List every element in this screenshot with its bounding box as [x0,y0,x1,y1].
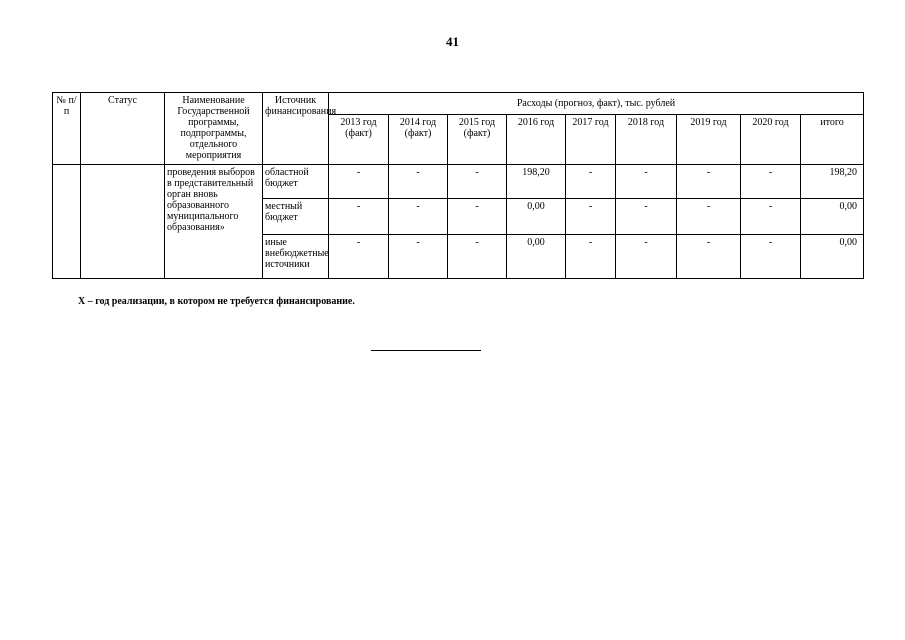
header-num: № п/п [53,93,81,165]
header-year: 2013 год (факт) [329,115,389,165]
header-total: итого [801,115,864,165]
header-year: 2020 год [741,115,801,165]
cell-value: - [677,165,741,199]
cell-value: - [616,165,677,199]
cell-value: - [448,199,507,235]
cell-value: - [677,199,741,235]
header-row [53,93,864,115]
cell-value: - [448,165,507,199]
header-source: Источник финансирования [263,93,329,165]
header-expenses: Расходы (прогноз, факт), тыс. рублей [329,93,864,115]
header-status: Статус [81,93,165,165]
page-number: 41 [446,34,459,49]
cell-name: проведения выборов в представительный орган вновь образованного муниципального образования» [165,165,263,279]
cell-value: - [566,165,616,199]
cell-value: - [741,165,801,199]
separator-line [371,350,481,351]
cell-value: - [389,165,448,199]
cell-source: иные внебюджетные источники [263,235,329,279]
cell-value: - [448,235,507,279]
header-year: 2019 год [677,115,741,165]
cell-value: - [329,199,389,235]
header-year: 2017 год [566,115,616,165]
cell-total: 0,00 [801,235,864,279]
cell-value: - [566,235,616,279]
header-name: Наименование Государственной программы, подпрограммы, отдельного мероприятия [165,93,263,165]
header-year: 2016 год [507,115,566,165]
footnote: Х – год реализации, в котором не требуется финансирование. [78,296,355,307]
header-year: 2018 год [616,115,677,165]
cell-value: - [616,199,677,235]
cell-total: 198,20 [801,165,864,199]
cell-value: - [389,199,448,235]
cell-total: 0,00 [801,199,864,235]
cell-value: - [329,165,389,199]
cell-value: - [741,199,801,235]
table-row [53,165,864,199]
cell-value: - [616,235,677,279]
header-year: 2014 год (факт) [389,115,448,165]
cell-num [53,165,81,279]
cell-value: - [389,235,448,279]
cell-value: 0,00 [507,199,566,235]
cell-status [81,165,165,279]
header-year: 2015 год (факт) [448,115,507,165]
cell-source: местный бюджет [263,199,329,235]
cell-value: 0,00 [507,235,566,279]
cell-value: - [677,235,741,279]
cell-value: - [329,235,389,279]
cell-value: - [566,199,616,235]
cell-value: 198,20 [507,165,566,199]
cell-value: - [741,235,801,279]
budget-table [52,92,864,279]
cell-source: областной бюджет [263,165,329,199]
